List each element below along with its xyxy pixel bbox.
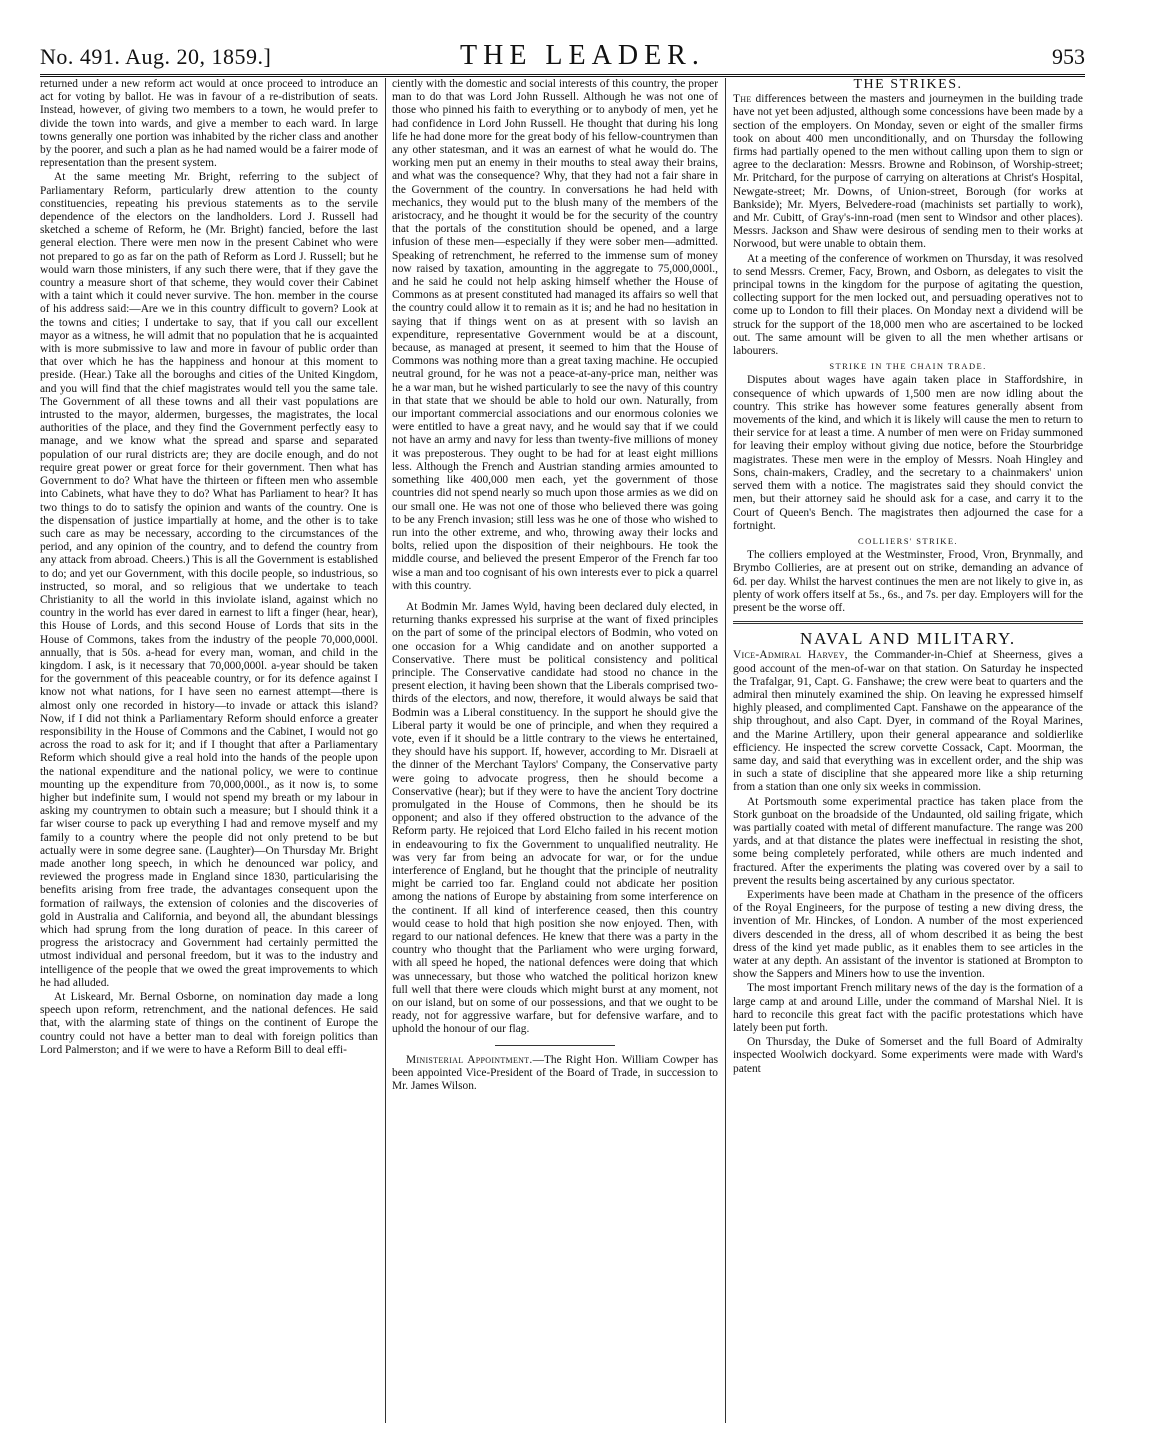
paragraph: The colliers employed at the Westminster, Frood, Vron, Brynmally, and Brymbo Collieries, are at present out on strike, demanding an advance of 6d. per day. Whilst the harvest continues the men are not likely to give in, as plenty of work offers itself at 5s., 6s., and 7s. per day. Employers will for the present be the worse off. [733, 549, 1083, 614]
paragraph [733, 649, 1083, 794]
paragraph: At Bodmin Mr. James Wyld, having been declared duly elected, in returning thanks expressed his surprise at the want of fixed principles on the part of some of the principal electors of Bodmin, who voted on one occasion for a Whig candidate and on another supported a Conservative. There must be political consistency and political principle. The Conservative candidate had stood no chance in the present election, it having been shown that the Liberals comprised two-thirds of the electors, and now, therefore, it would always be said that Bodmin was a Liberal constituency. In the support he should give the Liberal party it would be one of principle, and when they required a vote, even if it should be a little contrary to the views he entertained, they should have his support. If, however, according to Mr. Disraeli at the dinner of the Merchant Taylors' Company, the Conservative party were going to advocate progress, then he should become a Conservative (hear); but if they were to have the ancient Tory doctrine promulgated in the House of Commons, then he should be its opponent; and also if they offered obstruction to the advance of the Reform party. He rejoiced that Lord Elcho failed in his recent motion in endeavouring to fix the Government to unqualified neutrality. He was very far from being an advocate for war, or for the undue interference of England, but he thought that the principle of neutrality might be carried too far. England could not abdicate her position among the nations of Europe by abstaining from some interference on the continent. If all kind of interference ceased, then this country would cease to hold that high position she now enjoyed. Then, with regard to our national defences. He knew that there was a party in the country who thought that the Parliament who were urging forward, with all speed he hoped, the national defences were doing that which was unnecessary, but those who watched the political horizon knew full well that there were clouds which might burst at any moment, not on our island, but on some of our possessions, and that we ought to be ready, not for aggressive warfare, but for defensive warfare, and to uphold the honour of our flag. [392, 600, 718, 1036]
issue-date: No. 491. Aug. 20, 1859.] [40, 44, 272, 69]
lead-in: Ministerial Appointment. [406, 1053, 533, 1066]
paragraph: At a meeting of the conference of workmen on Thursday, it was resolved to send Messrs. Cremer, Facy, Brown, and Osborn, as delegates to visit the principal towns in the kingdom for the purpose of agitating the question, collecting support for the men locked out, and persuading operatives not to come up to London to fill their places. On Monday next a dividend will be struck for the support of the 18,000 men who are ascertained to be locked out. The same amount will be given to all the men whether artisans or labourers. [733, 252, 1083, 358]
newspaper-title: THE LEADER. [460, 40, 705, 71]
lead-in: Vice-Admiral Harvey, [733, 649, 848, 662]
column-divider [725, 78, 726, 1423]
paragraph: On Thursday, the Duke of Somerset and the full Board of Admiralty inspected Woolwich dockyard. Some experiments were made with Ward's patent [733, 1036, 1083, 1075]
page-number: 953 [1052, 44, 1085, 69]
paragraph: Experiments have been made at Chatham in the presence of the officers of the Royal Engineers, for the purpose of testing a new diving dress, the invention of Mr. Hinckes, of London. A number of the most experienced divers descended in the dress, all of whom described it as being the best dress of the kind yet made public, as it enables them to see articles in the water at any depth. An assistant of the inventor is stationed at Brompton to show the Sappers and Miners how to use the invention. [733, 888, 1083, 981]
paragraph-text: differences between the masters and journeymen in the building trade have not yet been adjusted, although some concessions have been made by a section of the employers. On Monday, seven or eight of the smaller firms took on about 400 men unconditionally, and on Thursday the following firms had partially opened to the men without calling upon them to sign or agree to the declaration: Messrs. Browne and Robinson, of Worship-street; Mr. Pritchard, for the purpose of carrying on alterations at Christ's Hospital, Newgate-street; Mr. Downs, of Union-street, Borough (for works at Bankside); Mr. Myers, Belvedere-road (machinists set partially to work), and Mr. Cubitt, of Gray's-inn-road (men sent to Windsor and other places). Messrs. Jackson and Shaw were desirous of sending men to their works at Norwood, but were unable to obtain them. [733, 93, 1083, 251]
subsection-heading: COLLIERS' STRIKE. [858, 535, 958, 546]
section-rule [733, 621, 1083, 624]
lead-in: The [733, 93, 752, 106]
paragraph-text: the Commander-in-Chief at Sheerness, gives a good account of the men-of-war on that station. On Saturday he inspected the Trafalgar, 91, Capt. G. Fanshawe; the crew were beat to quarters and the admiral then minutely examined the ship. On leaving he expressed himself highly pleased, and complimented Capt. Fanshawe on the appearance of the ship throughout, and also Capt. Dyer, in command of the Royal Marines, and the Marine Artillery, upon their general appearance and soldierlike efficiency. He inspected the screw corvette Cossack, Capt. Moorman, the same day, and said that everything was in excellent order, and the ship was in such a state of discipline that she appeared more like a ship returning from a station than one only six weeks in commission. [733, 649, 1083, 794]
section-heading: NAVAL AND MILITARY. [800, 629, 1016, 649]
paragraph: At the same meeting Mr. Bright, referring to the subject of Parliamentary Reform, particularly drew attention to the county constituencies, repeating his previous statements as to the servile dependence of the electors on the landholders. Lord J. Russell had sketched a scheme of Reform, he (Mr. Bright) fancied, before the last general election. There were men now in the present Cabinet who were not prepared to go as far on the path of Reform as Lord J. Russell; but he would warn those ministers, if any such there were, that if they gave the country a measure short of that scheme, they would cover their Cabinet with a taint which it could never survive. The hon. member in the course of his address said:—Are we in this country difficult to govern? Look at the towns and cities; I undertake to say, that if you call our excellent mayor as a witness, he will admit that no population that he is acquainted with is more submissive to law and more in favour of public order than that over which he has the happiness and honour at this moment to preside. (Hear.) Take all the boroughs and cities of the United Kingdom, and you will find that the chief magistrates would tell you the same tale. The Government of all these towns and all their vast populations are intrusted to the mayor, aldermen, burgesses, the magistrates, the local authorities of the place, and they find the Government perfectly easy to manage, and we know what the spread and sparse and separated population of our rural districts are; they are docile enough, and do not require great power or great force for their government. Then what has Government to do? What have the thirteen or fifteen men who assemble into Cabinets, what have they to do? What has Parliament to hear? It has two things to do to satisfy the opinion and wants of the country. One is the dispensation of justice impartially at home, and the other is to take such care as may be necessary, according to the circumstances of the period, and any opinion of the country, and to defend the country from any attack from abroad. Cheers.) This is all the Government is established to do; and yet our Government, with this docile people, so industrious, so instructed, so moral, and so religious that we undertake to teach Christianity to all the world in this inviolate island, against which no country in the world has ever dared in earnest to lift a finger (hear, hear), this House of Lords, and this second House of Lords that sits in the House of Commons, takes from the industry of the people 70,000,000l. annually, that is 50s. a-head for every man, woman, and child in the kingdom. I ask, is it necessary that 70,000,000l. a-year should be taken for the government of this peaceable country, or for its defence against I know not what nations, for I have seen no earnest attempt—there is almost only one recorded in history—to invade or attack this island? Now, if I did not think a Parliamentary Reform should enforce a greater responsibility in the House of Commons and the Cabinet, I would not go across the road to ask for it; and if I thought that after a Parliamentary Reform which should give a real hold into the hands of the people upon the national expenditure and the national policy, we were to continue mounting up the expenditure from 70,000,000l., as it now is, to some higher but indefinite sum, I would not spend my breath or my labour in asking my countrymen to obtain such a measure; but I should think it a far wiser course to pack up everything I had and remove myself and my family to a country where the people did not only pretend to be but actually were in some degree sane. (Laughter)—On Thursday Mr. Bright made another long speech, in which he denounced war policy, and reviewed the progress made in England since 1830, particularising the benefits arising from free trade, the advantages consequent upon the formation of railways, the extension of colonies and the discoveries of gold in Australia and California, and beyond all, the abundant blessings which had sprung from the long duration of peace. In this career of progress the aristocracy and Government had certainly permitted the utmost individual and personal freedom, but it was to the industry and intelligence of the people that we owed the great improvements to which he had alluded. [40, 171, 378, 989]
paragraph [733, 93, 1083, 251]
masthead [40, 40, 1085, 74]
paragraph [392, 1054, 718, 1094]
paragraph: The most important French military news of the day is the formation of a large camp at and around Lille, under the command of Marshal Niel. It is hard to reconcile this great fact with the pacific protestations which have lately been put forth. [733, 982, 1083, 1035]
section-heading: THE STRIKES. [853, 78, 963, 92]
paragraph-text: —The Right Hon. William Cowper has been appointed Vice-President of the Board of Trade, in succession to Mr. James Wilson. [392, 1053, 718, 1093]
paragraph: returned under a new reform act would at once proceed to introduce an act for voting by ballot. He was in favour of a re-distribution of seats. Instead, however, of giving two members to a town, he would prefer to divide the town into wards, and give a member to each ward. In large towns generally one portion was inhabited by the richer class and another by the poorer, and such a plan as he had named would be a fairer mode of representation than the present system. [40, 78, 378, 170]
column-3 [733, 78, 1083, 1428]
paragraph: Disputes about wages have again taken place in Staffordshire, in consequence of which upwards of 1,500 men are now idling about the country. This strike has however some features generally absent from movements of the kind, and which it is likely will cause the men to return to their service for at least a time. A number of men were on Friday summoned for leaving their employ without giving due notice, before the Stourbridge magistrates. These men were in the employ of Messrs. Noah Hingley and Sons, chain-makers, Cradley, and the secretary to a chainmakers' union served them with a notice. The magistrates said they should convict the men, but their attorney said he should ask for a case, and carry it to the Court of Queen's Bench. The magistrates then adjourned the case for a fortnight. [733, 374, 1083, 532]
column-divider [385, 78, 386, 1423]
column-1 [40, 78, 378, 1428]
paragraph: ciently with the domestic and social interests of this country, the proper man to do that was Lord John Russell. Although he was not one of those who pinned his faith to everything or to anybody of men, yet he had confidence in Lord John Russell. He thought that during his long life he had done more for the great body of his fellow-countrymen than any other statesman, and it was an earnest of what he would do. The working men put an enemy in their mouths to steal away their brains, and what was the consequence? Why, that they had not a fair share in the Government of the country. In conversations he had held with mechanics, they would put to the blush many of the members of the aristocracy, and he thought it would be for the security of the country that the portals of the constitution should be opened, and a large infusion of these men—especially if they were sober men—admitted. Speaking of retrenchment, he referred to the immense sum of money now raised by taxation, amounting in the aggregate to 75,000,000l., and he said he could not help asking himself whether the House of Commons as at present constituted had managed its affairs so well that the country could allow it to remain as it is; and he had no hesitation in saying that if things went on as at present with so lavish an expenditure, representative Government would be at a discount, because, as managed at present, it seemed to him that the House of Commons was nothing more than a great taxing machine. He occupied neutral ground, for he was not a peace-at-any-price man, neither was he a war man, but he wished particularly to see the navy of this country in that state that we should be able to hold our own. Naturally, from our important commercial associations and our enormous colonies we were entitled to have a great navy, and he would say that if we could not have an army and navy for less than twenty-five millions of money it was preposterous. They ought to be had for at least eight millions less. Although the French and Austrian standing armies amounted to something like 400,000 men each, yet the government of those countries did not spend nearly so much upon those armies as we did on our small one. He was not one of those who believed there was going to be any French invasion; still less was he one of those who wished to run into the other extreme, and who, throwing away their locks and bolts, relied upon the disposition of their neighbours. He took the middle course, and believed the present Emperor of the French far too wise a man and too cognisant of his own interests ever to pick a quarrel with this country. [392, 78, 718, 592]
paragraph: At Portsmouth some experimental practice has taken place from the Stork gunboat on the broadside of the Undaunted, old sailing frigate, which was partially coated with metal of different manufacture. The range was 200 yards, and at that distance the plates were ineffectual in resisting the shot, some being completely perforated, while others are much indented and fractured. After the experiments the plating was covered over by a sail to prevent the results being ascertained by any curious spectator. [733, 795, 1083, 887]
column-2 [392, 78, 718, 1428]
masthead-rule [40, 74, 1085, 77]
paragraph: At Liskeard, Mr. Bernal Osborne, on nomination day made a long speech upon reform, retrenchment, and the national defences. He said that, with the alarming state of things on the continent of Europe the country could not have a better man to deal with foreign politics than Lord Palmerston; and if we were to have a Reform Bill to deal effi- [40, 991, 378, 1056]
subsection-heading: STRIKE IN THE CHAIN TRADE. [829, 361, 987, 372]
section-rule [495, 1045, 615, 1046]
